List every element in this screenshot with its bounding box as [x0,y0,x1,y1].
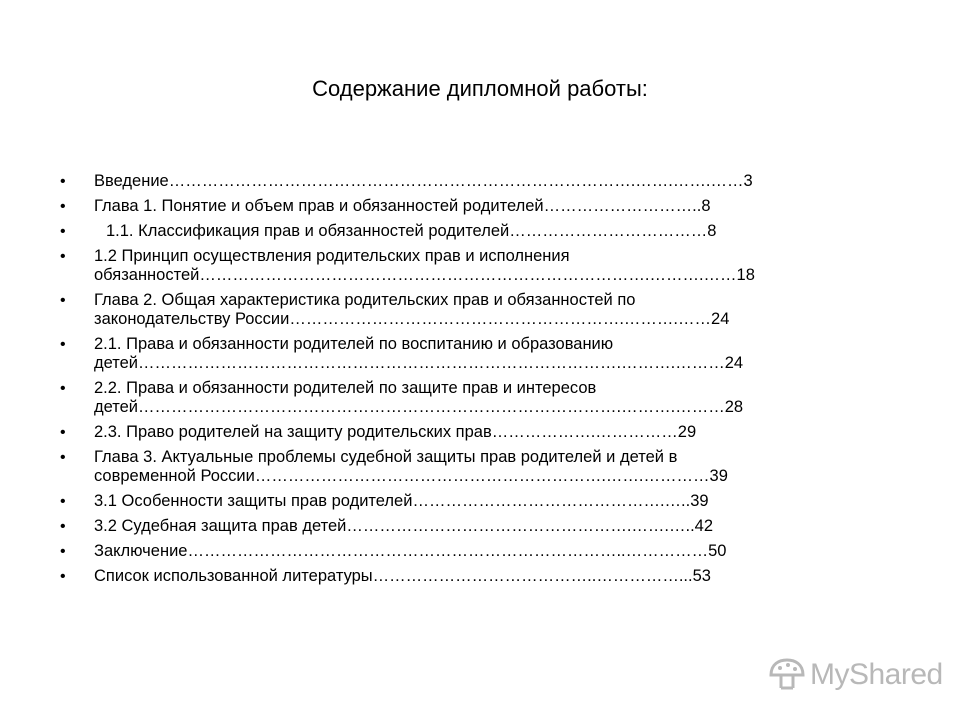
toc-item-1-2 [60,247,900,285]
bullet-icon: • [60,173,66,190]
toc-item-text: 2.1. Права и обязанности родителей по воспитанию и образованию [94,335,614,353]
mushroom-icon [768,658,806,692]
toc-item-2-2 [60,379,900,417]
bullet-icon: • [60,543,66,560]
table-of-contents [60,172,900,592]
bullet-icon: • [60,380,66,397]
bullet-icon: • [60,292,66,309]
bullet-icon: • [60,568,66,585]
toc-item-3-2 [60,517,900,536]
toc-item-conclusion [60,542,900,561]
toc-item-text-continued: детей…………………………………………………………………………….……….………24 [94,354,744,372]
bullet-icon: • [60,336,66,353]
toc-item-text: Введение………………………………………………………………………….…….…….……3 [94,172,753,190]
toc-item-3-1 [60,492,900,511]
toc-item-text: 1.1. Классификация прав и обязанностей родителей………………………………8 [106,222,717,240]
bullet-icon: • [60,493,66,510]
toc-item-chapter-1 [60,197,900,216]
bullet-icon: • [60,449,66,466]
toc-item-text: Глава 1. Понятие и объем прав и обязанностей родителей………………………..8 [94,197,711,215]
toc-item-text: Список использованной литературы…………………………………..……………...53 [94,567,711,585]
toc-item-introduction [60,172,900,191]
toc-item-text: 2.2. Права и обязанности родителей по защите прав и интересов [94,379,597,397]
bullet-icon: • [60,518,66,535]
toc-item-chapter-3 [60,448,900,486]
bullet-icon: • [60,248,66,265]
bullet-icon: • [60,223,66,240]
myshared-logo [768,655,943,695]
page-title: Содержание дипломной работы: [312,76,648,101]
logo-text: MyShared [810,658,943,691]
toc-item-text: Глава 2. Общая характеристика родительских прав и обязанностей по [94,291,636,309]
toc-item-text: 3.1 Особенности защиты прав родителей……………………………………….…..39 [94,492,709,510]
toc-item-text: Глава 3. Актуальные проблемы судебной защиты прав родителей и детей в [94,448,678,466]
toc-item-text: Заключение……………………………………………………………………..……………50 [94,542,727,560]
toc-item-text: 1.2 Принцип осуществления родительских прав и исполнения [94,247,570,265]
toc-item-bibliography [60,567,900,586]
toc-item-text-continued: современной России……………………………………………………….…….…………39 [94,467,728,485]
toc-item-text: 3.2 Судебная защита прав детей…………………………………………….…….…..42 [94,517,714,535]
toc-item-1-1 [60,222,900,241]
toc-item-text-continued: обязанностей……………………………………………………………………….……….……18 [94,266,755,284]
bullet-icon: • [60,198,66,215]
bullet-icon: • [60,424,66,441]
toc-item-text-continued: законодательству России…………………………………………………….……….……24 [94,310,730,328]
toc-item-2-3 [60,423,900,442]
toc-item-chapter-2 [60,291,900,329]
toc-item-text: 2.3. Право родителей на защиту родительских прав……………….……………29 [94,423,697,441]
toc-item-text-continued: детей…………………………………………………………………………….……….………28 [94,398,744,416]
toc-item-2-1 [60,335,900,373]
